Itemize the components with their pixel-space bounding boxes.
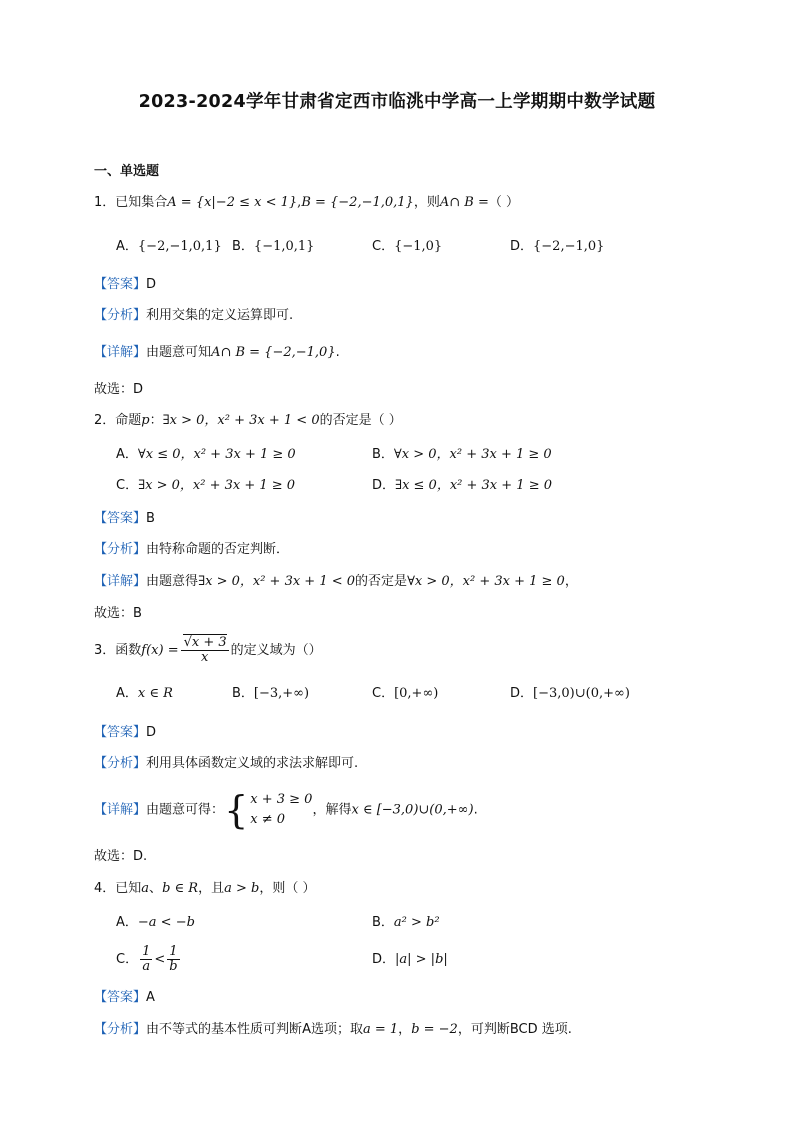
q1-option-a: A．{−2,−1,0,1}	[116, 239, 222, 254]
q1-option-c: C．{−1,0}	[372, 239, 443, 254]
q2-answer: 【答案】B	[94, 511, 155, 526]
q2-option-c: C．∃x > 0，x² + 3x + 1 ≥ 0	[116, 478, 296, 493]
q3-fraction: $\frac{√x + 3}{x}$	[181, 636, 229, 665]
section-heading: 一、单选题	[94, 164, 160, 179]
q3-detail: 【详解】由题意可得： { x + 3 ≥ 0 x ≠ 0 ，解得x ∈ [−3,0)∪(0,+∞).	[94, 788, 478, 832]
q1-detail: 【详解】由题意可知A∩ B = {−2,−1,0}.	[94, 345, 340, 360]
q2-option-b: B．∀x > 0，x² + 3x + 1 ≥ 0	[372, 447, 552, 462]
q3-system: { x + 3 ≥ 0 x ≠ 0	[224, 788, 313, 832]
q3-option-a: A．x ∈ R	[116, 686, 173, 701]
question-3-stem: 3．函数f(x) = $\frac{√x + 3}{x}$ 的定义域为（）	[94, 635, 322, 665]
question-2-stem: 2．命题p：∃x > 0，x² + 3x + 1 < 0的否定是（ ）	[94, 413, 402, 428]
q3-option-d: D．[−3,0)∪(0,+∞)	[510, 686, 630, 701]
q3-option-c: C．[0,+∞)	[372, 686, 439, 701]
q3-answer: 【答案】D	[94, 725, 157, 740]
q4-option-a: A．−a < −b	[116, 915, 195, 930]
q4-analysis: 【分析】由不等式的基本性质可判断A选项；取a = 1，b = −2，可判断BCD 选项.	[94, 1022, 572, 1037]
q1-conclusion: 故选：D	[94, 382, 144, 397]
q2-analysis: 【分析】由特称命题的否定判断．	[94, 542, 290, 557]
q3-option-b: B．[−3,+∞)	[232, 686, 310, 701]
q4-answer: 【答案】A	[94, 990, 155, 1005]
q2-option-a: A．∀x ≤ 0，x² + 3x + 1 ≥ 0	[116, 447, 296, 462]
q3-conclusion: 故选：D.	[94, 849, 148, 864]
q1-option-d: D．{−2,−1,0}	[510, 239, 605, 254]
q1-analysis: 【分析】利用交集的定义运算即可.	[94, 308, 294, 323]
q2-detail: 【详解】由题意得∃x > 0，x² + 3x + 1 < 0的否定是∀x > 0，x² + 3x + 1 ≥ 0，	[94, 574, 578, 589]
q1-option-b: B．{−1,0,1}	[232, 239, 315, 254]
question-1-stem: 1．已知集合A = {x|−2 ≤ x < 1},B = {−2,−1,0,1}，则A∩ B =（ ）	[94, 195, 519, 210]
question-4-stem: 4．已知a、b ∈ R，且a > b，则（ ）	[94, 881, 316, 896]
q2-option-d: D．∃x ≤ 0，x² + 3x + 1 ≥ 0	[372, 478, 552, 493]
q4-option-c: C． $\frac{1}{a}$ < $\frac{1}{b}$	[116, 944, 178, 974]
q4-option-d: D．|a| > |b|	[372, 952, 448, 967]
q4-option-b: B．a² > b²	[372, 915, 440, 930]
page-title: 2023-2024学年甘肃省定西市临洮中学高一上学期期中数学试题	[138, 92, 656, 112]
q1-answer: 【答案】D	[94, 277, 157, 292]
q2-conclusion: 故选：B	[94, 606, 142, 621]
q3-analysis: 【分析】利用具体函数定义域的求法求解即可.	[94, 756, 359, 771]
